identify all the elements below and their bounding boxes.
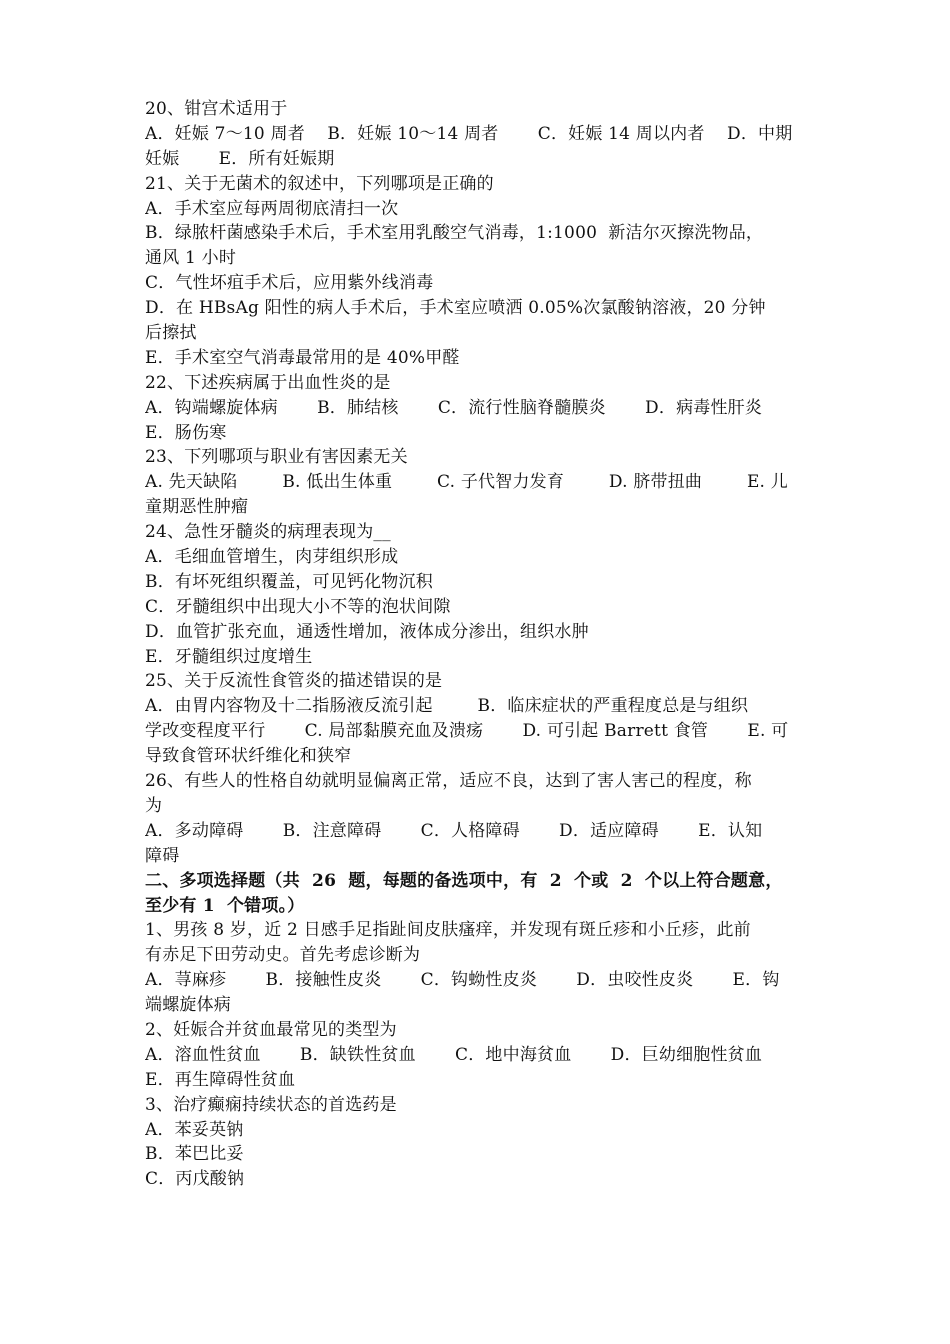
text-line: 25、关于反流性食管炎的描述错误的是 [145, 671, 443, 692]
text-line: A．由胃内容物及十二指肠液反流引起 B．临床症状的严重程度总是与组织 [145, 696, 749, 717]
text-line: E．再生障碍性贫血 [145, 1069, 296, 1090]
text-line: 26、有些人的性格自幼就明显偏离正常，适应不良，达到了害人害己的程度，称 [145, 771, 752, 792]
text-line: A．手术室应每两周彻底清扫一次 [145, 198, 399, 219]
text-line: E．牙髓组织过度增生 [145, 646, 313, 667]
text-line: 童期恶性肿瘤 [145, 497, 249, 518]
text-line: 为 [145, 795, 163, 816]
text-line: 端螺旋体病 [145, 995, 231, 1016]
text-line: 通风 1 小时 [145, 248, 237, 269]
text-line: 学改变程度平行 C. 局部黏膜充血及溃疡 D. 可引起 Barrett 食管 E. 可 [145, 721, 789, 742]
text-line: 3、治疗癫痫持续状态的首选药是 [145, 1094, 397, 1115]
text-line: 21、关于无菌术的叙述中，下列哪项是正确的 [145, 173, 494, 194]
text-line: A．多动障碍 B．注意障碍 C．人格障碍 D．适应障碍 E．认知 [145, 820, 763, 841]
text-line: D．在 HBsAg 阳性的病人手术后，手术室应喷洒 0.05%次氯酸钠溶液，20 分钟 [145, 298, 766, 319]
text-line: 有赤足下田劳动史。首先考虑诊断为 [145, 945, 421, 966]
text-line: A．荨麻疹 B．接触性皮炎 C．钩蚴性皮炎 D．虫咬性皮炎 E．钩 [145, 970, 780, 991]
document-page [145, 97, 817, 1192]
text-line: 后擦拭 [145, 323, 197, 344]
text-line: 22、下述疾病属于出血性炎的是 [145, 372, 391, 393]
text-line: C．气性坏疽手术后，应用紫外线消毒 [145, 273, 434, 294]
text-line: D．血管扩张充血，通透性增加，液体成分渗出，组织水肿 [145, 621, 589, 642]
text-line: 导致食管环状纤维化和狭窄 [145, 746, 352, 767]
text-line: 妊娠 E．所有妊娠期 [145, 148, 335, 169]
text-line: E．肠伤寒 [145, 422, 227, 443]
text-line: 2、妊娠合并贫血最常见的类型为 [145, 1019, 397, 1040]
text-line: A．钩端螺旋体病 B．肺结核 C．流行性脑脊髓膜炎 D．病毒性肝炎 [145, 397, 763, 418]
text-line: B．绿脓杆菌感染手术后，手术室用乳酸空气消毒，1:1000 新洁尔灭擦洗物品， [145, 223, 764, 244]
text-line: B．苯巴比妥 [145, 1144, 244, 1165]
text-line: A. 先天缺陷 B. 低出生体重 C. 子代智力发育 D. 脐带扭曲 E. 儿 [145, 472, 788, 493]
text-line: 障碍 [145, 845, 180, 866]
section-heading-line: 二、多项选择题（共 26 题，每题的备选项中，有 2 个或 2 个以上符合题意， [145, 870, 783, 891]
text-line: 20、钳宫术适用于 [145, 99, 288, 119]
text-line: A．毛细血管增生，肉芽组织形成 [145, 547, 399, 568]
text-line: A．苯妥英钠 [145, 1119, 244, 1140]
text-line: 23、下列哪项与职业有害因素无关 [145, 447, 408, 468]
text-line: C．丙戊酸钠 [145, 1169, 245, 1190]
text-line: 24、急性牙髓炎的病理表现为__ [145, 522, 391, 543]
text-line: C．牙髓组织中出现大小不等的泡状间隙 [145, 596, 451, 617]
text-line: B．有坏死组织覆盖，可见钙化物沉积 [145, 571, 433, 592]
section-heading-line: 至少有 1 个错项。） [145, 895, 305, 916]
text-line: E．手术室空气消毒最常用的是 40%甲醛 [145, 347, 460, 368]
text-line: A．溶血性贫血 B．缺铁性贫血 C．地中海贫血 D．巨幼细胞性贫血 [145, 1044, 763, 1065]
text-line: A．妊娠 7～10 周者 B．妊娠 10～14 周者 C．妊娠 14 周以内者 D．中期 [145, 123, 793, 144]
text-line: 1、男孩 8 岁，近 2 日感手足指趾间皮肤瘙痒，并发现有斑丘疹和小丘疹，此前 [145, 920, 751, 941]
